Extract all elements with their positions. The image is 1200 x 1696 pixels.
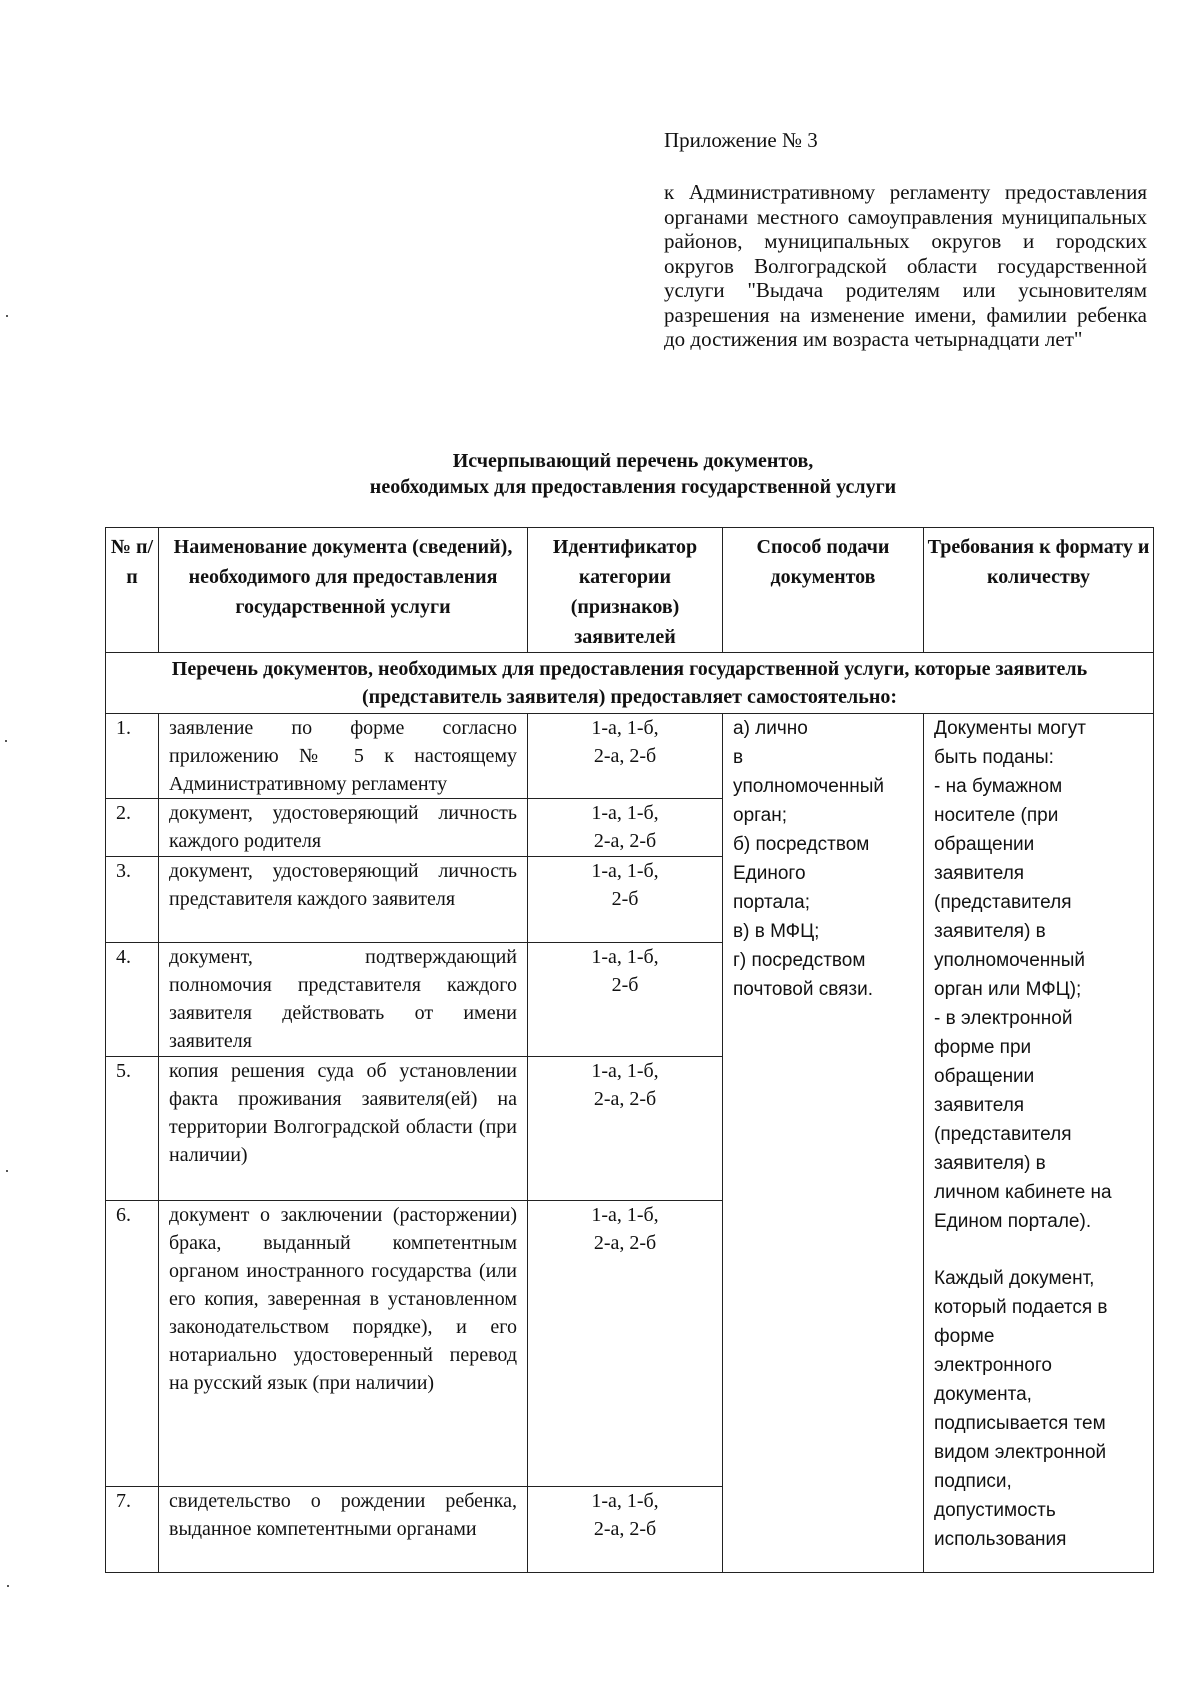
table-row [106, 714, 1154, 799]
row-category: 1-а, 1-б, 2-а, 2-б [528, 714, 723, 799]
row-document-name: заявление по форме согласно приложению № 5 к настоящему Административному регламенту [159, 714, 528, 799]
appendix-reference: к Административному регламенту предоставления органами местного самоуправления муниципальных районов, муниципальных округов и городских округов Волгоградской области государственной услуги "Выдача родителям или усыновителям разрешения на изменение имени, фамилии ребенка до достижения им возраста четырнадцати лет" [664, 180, 1147, 351]
row-category: 1-а, 1-б, 2-а, 2-б [528, 1487, 723, 1573]
requirements-paragraph-1: Документы могут быть поданы: - на бумажном носителе (при обращении заявителя (представителя заявителя) в уполномоченный орган или МФЦ); - в электронной форме при обращении заявителя (представителя заявителя) в личном кабинете на Едином портале). [934, 718, 1112, 1232]
table-header-row [106, 528, 1154, 653]
row-document-name: документ о заключении (расторжении) брака, выданный компетентным органом иностранного государства (или его копия, заверенная в установленном законодательством порядке), и его нотариально удостоверенный перевод на русский язык (при наличии) [159, 1201, 528, 1487]
header-method: Способ подачи документов [723, 528, 924, 653]
row-num: 5. [106, 1057, 159, 1201]
row-category: 1-а, 1-б, 2-а, 2-б [528, 799, 723, 857]
header-name: Наименование документа (сведений), необходимого для предоставления государственной услуги [159, 528, 528, 653]
row-num: 3. [106, 857, 159, 943]
row-document-name: документ, подтверждающий полномочия представителя каждого заявителя действовать от имени заявителя [159, 943, 528, 1057]
row-category: 1-а, 1-б, 2-а, 2-б [528, 1201, 723, 1487]
header-category: Идентификатор категории (признаков) заявителей [528, 528, 723, 653]
row-document-name: свидетельство о рождении ребенка, выданное компетентными органами [159, 1487, 528, 1573]
header-num: № п/п [106, 528, 159, 653]
heading-line-2: необходимых для предоставления государственной услуги [369, 476, 897, 498]
scan-speck [7, 1585, 9, 1587]
row-num: 6. [106, 1201, 159, 1487]
header-requirements: Требования к формату и количеству [924, 528, 1154, 653]
row-num: 7. [106, 1487, 159, 1573]
group-title: Перечень документов, необходимых для предоставления государственной услуги, которые заявитель (представитель заявителя) предоставляет самостоятельно: [106, 653, 1154, 714]
document-heading [0, 448, 1200, 500]
row-document-name: документ, удостоверяющий личность каждого родителя [159, 799, 528, 857]
row-document-name: копия решения суда об установлении факта проживания заявителя(ей) на территории Волгоградской области (при наличии) [159, 1057, 528, 1201]
requirements-paragraph-2: Каждый документ, который подается в форме электронного документа, подписывается тем видом электронной подписи, допустимость использования [934, 1268, 1108, 1550]
row-num: 4. [106, 943, 159, 1057]
row-num: 1. [106, 714, 159, 799]
heading-line-1: Исчерпывающий перечень документов, [452, 450, 814, 472]
row-document-name: документ, удостоверяющий личность представителя каждого заявителя [159, 857, 528, 943]
group-row [106, 653, 1154, 714]
documents-table [105, 527, 1154, 1573]
row-category: 1-а, 1-б, 2-а, 2-б [528, 1057, 723, 1201]
scan-speck [6, 1170, 8, 1172]
row-category: 1-а, 1-б, 2-б [528, 943, 723, 1057]
row-category: 1-а, 1-б, 2-б [528, 857, 723, 943]
appendix-title: Приложение № 3 [664, 128, 818, 152]
scan-speck [5, 740, 7, 742]
submission-method: а) лично в уполномоченный орган; б) посредством Единого портала; в) в МФЦ; г) посредством почтовой связи. [723, 714, 924, 1573]
scan-speck [6, 315, 8, 317]
row-num: 2. [106, 799, 159, 857]
format-requirements [924, 714, 1154, 1573]
